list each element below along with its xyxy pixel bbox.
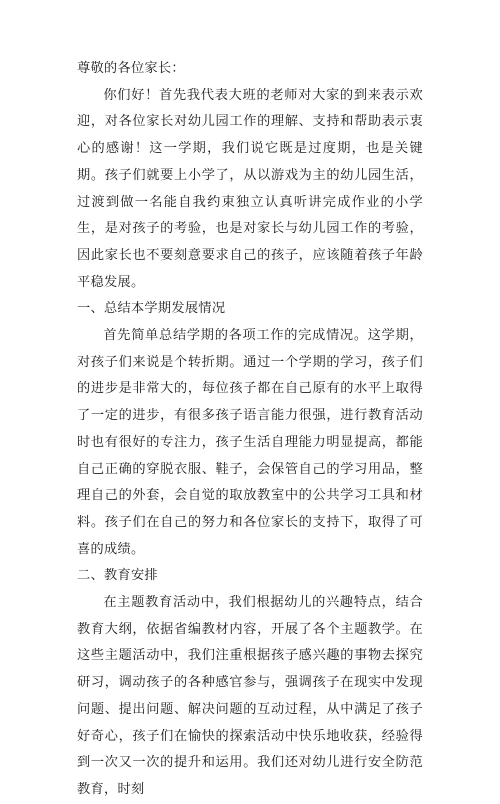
paragraph-welcome: 你们好！首先我代表大班的老师对大家的到来表示欢迎，对各位家长对幼儿园工作的理解、支持和帮助表示衷心的感谢！这一学期，我们说它既是过度期，也是关键期。孩子们就要上小学了，从以游戏为主的幼儿园生活，过渡到做一名能自我约束独立认真听讲完成作业的小学生，是对孩子的考验，也是对家长与幼儿园工作的考验，因此家长也不要刻意要求自己的孩子，应该随着孩子年龄平稳发展。 bbox=[77, 87, 423, 290]
section-heading-education: 二、教育安排 bbox=[77, 568, 158, 584]
paragraph-education: 在主题教育活动中，我们根据幼儿的兴趣特点，结合教育大纲，依据省编教材内容，开展了各个主题教学。在这些主题活动中，我们注重根据孩子感兴趣的事物去探究研习，调动孩子的各种感官参与，强调孩子在现实中发现问题、提出问题、解决问题的互动过程，从中满足了孩子好奇心，孩子们在愉快的探索活动中快乐地收获，经验得到一次又一次的提升和运用。我们还对幼儿进行安全防范教育，时刻 bbox=[77, 595, 423, 797]
document-body bbox=[77, 56, 423, 804]
section-heading-summary: 一、总结本学期发展情况 bbox=[77, 301, 226, 317]
salutation: 尊敬的各位家长： bbox=[77, 61, 185, 76]
paragraph-summary: 首先简单总结学期的各项工作的完成情况。这学期，对孩子们来说是个转折期。通过一个学期的学习，孩子们的进步是非常大的，每位孩子都在自己原有的水平上取得了一定的进步，有很多孩子语言能力很强，进行教育活动时也有很好的专注力，孩子生活自理能力明显提高，都能自己正确的穿脱衣服、鞋子，会保管自己的学习用品，整理自己的外套，会自觉的取放教室中的公共学习工具和材料。孩子们在自己的努力和各位家长的支持下，取得了可喜的成绩。 bbox=[77, 328, 423, 557]
